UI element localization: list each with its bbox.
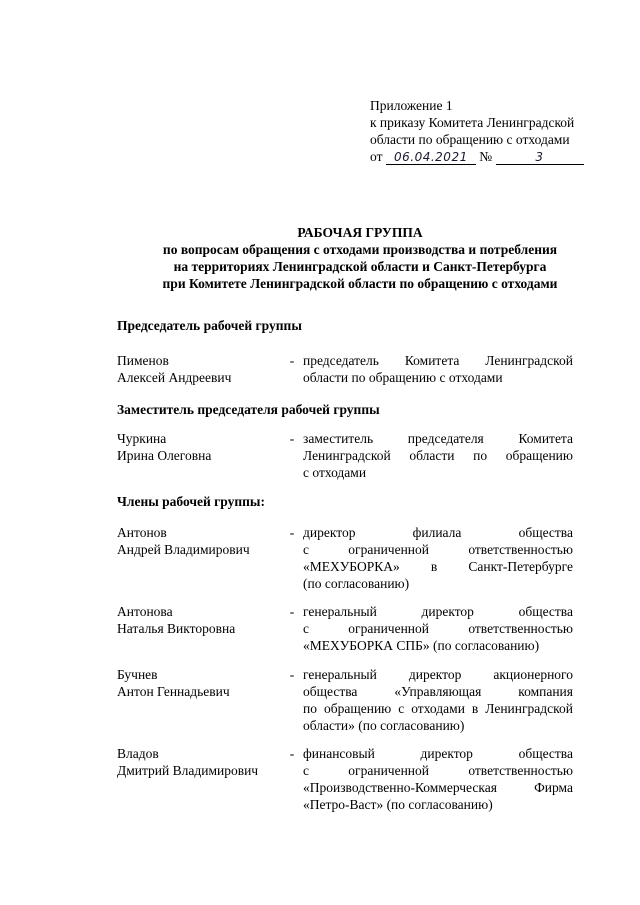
section-chair-heading: Председатель рабочей группы bbox=[117, 318, 302, 333]
member-position bbox=[303, 603, 573, 654]
title-main: РАБОЧАЯ ГРУППА bbox=[297, 225, 423, 240]
number-label: № bbox=[479, 149, 493, 164]
section-deputy-heading: Заместитель председателя рабочей группы bbox=[117, 402, 380, 417]
member-dash: - bbox=[289, 525, 295, 540]
position-line: заместитель председателя Комитета bbox=[303, 431, 573, 446]
member-surname: Антонов bbox=[117, 525, 167, 540]
member-surname: Чуркина bbox=[117, 431, 167, 446]
from-label: от bbox=[370, 149, 383, 164]
member-name bbox=[117, 603, 282, 637]
position-line: «МЕХУБОРКА» в Санкт-Петербурге bbox=[303, 559, 573, 574]
member-name bbox=[117, 745, 282, 779]
member-name bbox=[117, 430, 282, 464]
member-given-name: Алексей Андреевич bbox=[117, 370, 232, 385]
member-surname: Пименов bbox=[117, 353, 169, 368]
member-position bbox=[303, 666, 573, 734]
member-position bbox=[303, 524, 573, 592]
annex-header bbox=[370, 97, 590, 165]
position-line: с ограниченной ответственностью bbox=[303, 621, 573, 636]
position-line: области» (по согласованию) bbox=[303, 718, 465, 733]
position-line: председатель Комитета Ленинградской bbox=[303, 353, 573, 368]
position-line: (по согласованию) bbox=[303, 576, 410, 591]
section-members-heading: Члены рабочей группы: bbox=[117, 494, 265, 509]
member-surname: Антонова bbox=[117, 604, 173, 619]
position-line: генеральный директор акционерного bbox=[303, 667, 573, 682]
title-sub-1: по вопросам обращения с отходами производства и потребления bbox=[162, 242, 558, 257]
position-line: по обращению с отходами в Ленинградской bbox=[303, 701, 573, 716]
title-sub-3: при Комитете Ленинградской области по обращению с отходами bbox=[162, 276, 558, 291]
position-line: «МЕХУБОРКА СПБ» (по согласованию) bbox=[303, 638, 540, 653]
member-dash: - bbox=[289, 667, 295, 682]
member-name bbox=[117, 666, 282, 700]
annex-title: Приложение 1 bbox=[370, 98, 453, 113]
member-given-name: Дмитрий Владимирович bbox=[117, 763, 259, 778]
member-dash: - bbox=[289, 746, 295, 761]
member-surname: Владов bbox=[117, 746, 159, 761]
member-given-name: Андрей Владимирович bbox=[117, 542, 250, 557]
position-line: финансовый директор общества bbox=[303, 746, 573, 761]
position-line: Ленинградской области по обращению bbox=[303, 448, 573, 463]
position-line: общества «Управляющая компания bbox=[303, 684, 573, 699]
position-line: с ограниченной ответственностью bbox=[303, 763, 573, 778]
member-given-name: Ирина Олеговна bbox=[117, 448, 212, 463]
member-position bbox=[303, 352, 573, 386]
position-line: области по обращению с отходами bbox=[303, 370, 503, 385]
annex-committee: области по обращению с отходами bbox=[370, 132, 570, 147]
position-line: «Производственно-Коммерческая Фирма bbox=[303, 780, 573, 795]
member-dash: - bbox=[289, 604, 295, 619]
position-line: с отходами bbox=[303, 465, 367, 480]
member-name bbox=[117, 352, 282, 386]
member-dash: - bbox=[289, 353, 295, 368]
position-line: с ограниченной ответственностью bbox=[303, 542, 573, 557]
member-name bbox=[117, 524, 282, 558]
member-position bbox=[303, 430, 573, 481]
title-sub-2: на территориях Ленинградской области и Санкт-Петербурга bbox=[173, 259, 547, 274]
handwritten-number: 3 bbox=[496, 150, 584, 165]
position-line: директор филиала общества bbox=[303, 525, 573, 540]
member-dash: - bbox=[289, 431, 295, 446]
member-given-name: Наталья Викторовна bbox=[117, 621, 236, 636]
member-position bbox=[303, 745, 573, 813]
document-title bbox=[100, 224, 620, 292]
handwritten-date: 06.04.2021 bbox=[386, 150, 476, 165]
annex-date-number bbox=[370, 148, 590, 165]
position-line: «Петро-Васт» (по согласованию) bbox=[303, 797, 493, 812]
annex-order-ref: к приказу Комитета Ленинградской bbox=[370, 115, 575, 130]
member-given-name: Антон Геннадьевич bbox=[117, 684, 230, 699]
member-surname: Бучнев bbox=[117, 667, 158, 682]
position-line: генеральный директор общества bbox=[303, 604, 573, 619]
